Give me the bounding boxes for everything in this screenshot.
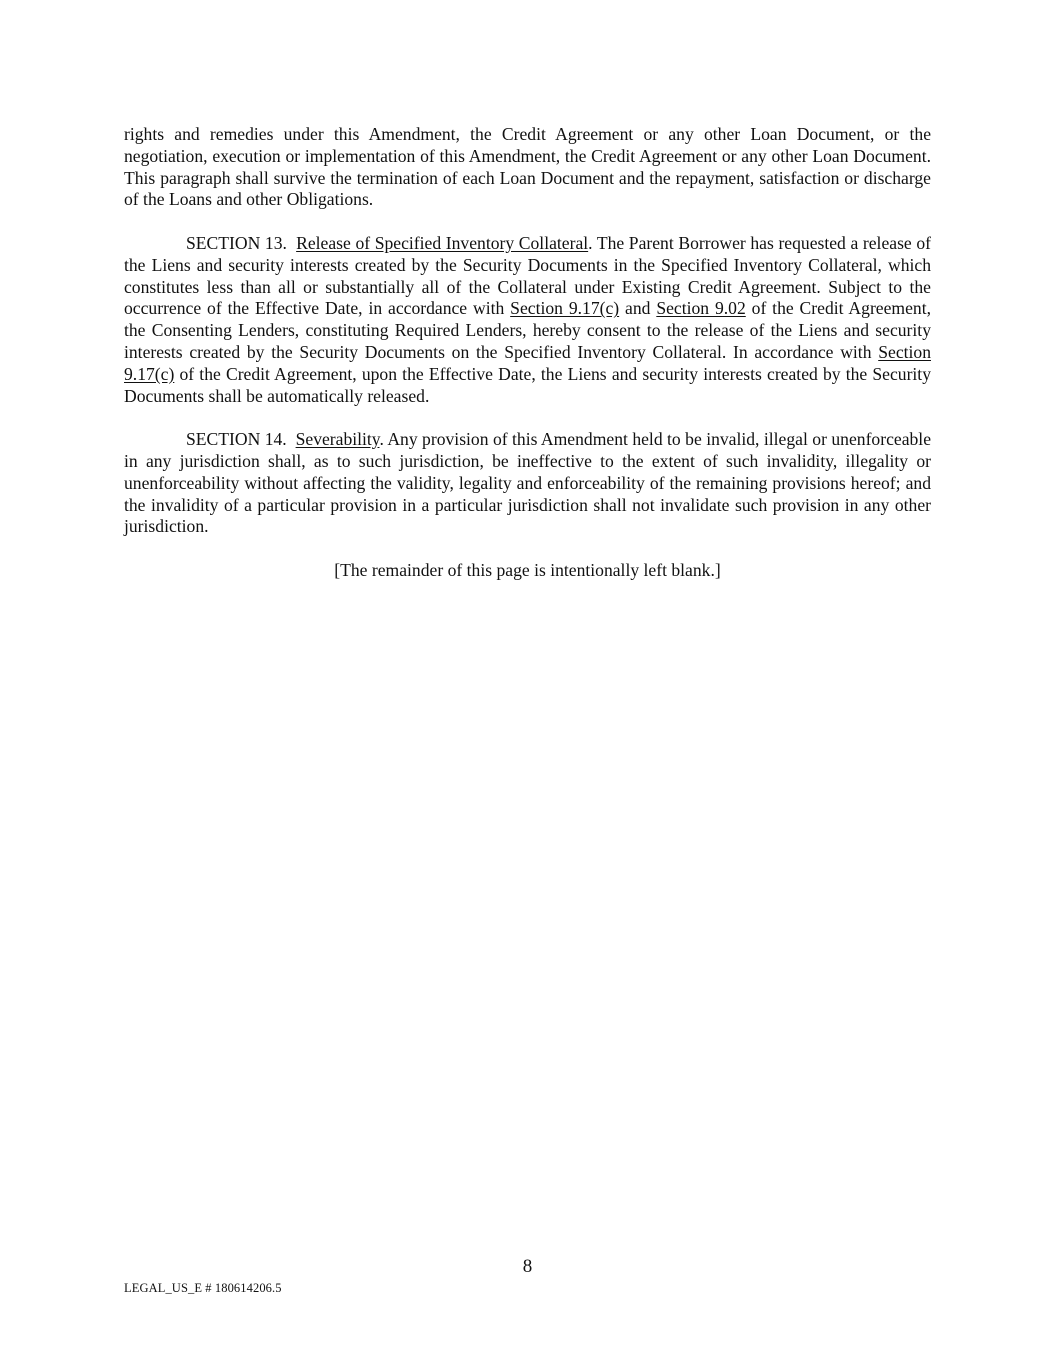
paragraph-carryover: rights and remedies under this Amendment, the Credit Agreement or any other Loan Document, or the negotiation, execution or implementation of this Amendment, the Credit Agreement or any other Loan Document. This paragraph shall survive the termination of each Loan Document and the repayment, satisfaction or discharge of the Loans and other Obligations.: [124, 124, 931, 210]
section-13-text-2: and: [619, 298, 657, 319]
section-13-text-3: of the Credit Agreement, the Consenting Lenders, constituting Required Lenders, hereby consent to the release of the Liens and security interests created by the Security Documents on the Specified Inventory Collateral. In accordance with: [124, 298, 931, 362]
document-footer-id: LEGAL_US_E # 180614206.5: [124, 1281, 282, 1295]
section-13-heading: SECTION 13.: [186, 232, 287, 253]
section-ref-9-17c-second: Section 9.17(c): [124, 341, 931, 384]
section-ref-9-17c: Section 9.17(c): [510, 298, 620, 319]
paragraph-section-13: [124, 233, 931, 407]
section-14-title: Severability: [295, 429, 380, 450]
section-13-text-4: of the Credit Agreement, upon the Effective Date, the Liens and security interests created by the Security Documents shall be automatically released.: [124, 363, 931, 406]
section-13-text-1: . The Parent Borrower has requested a release of the Liens and security interests created by the Security Documents in the Specified Inventory Collateral, which constitutes less than all or substantially all of the Collateral under Existing Credit Agreement. Subject to the occurrence of the Effective Date, in accordance with: [124, 232, 931, 319]
section-ref-9-02: Section 9.02: [656, 298, 746, 319]
document-body: [124, 124, 931, 604]
section-14-text-1: . Any provision of this Amendment held to be invalid, illegal or unenforceable in any jurisdiction shall, as to such jurisdiction, be ineffective to the extent of such invalidity, illegality or unenforceability without affecting the validity, legality and enforceability of the remaining provisions hereof; and the invalidity of a particular provision in a particular jurisdiction shall not invalidate such provision in any other jurisdiction.: [124, 429, 932, 537]
page-number: 8: [522, 1256, 533, 1277]
blank-page-notice: [The remainder of this page is intentionally left blank.]: [334, 559, 721, 580]
paragraph-section-14: [124, 429, 931, 538]
section-14-heading: SECTION 14.: [186, 429, 287, 450]
section-13-title: Release of Specified Inventory Collateral: [296, 232, 589, 253]
